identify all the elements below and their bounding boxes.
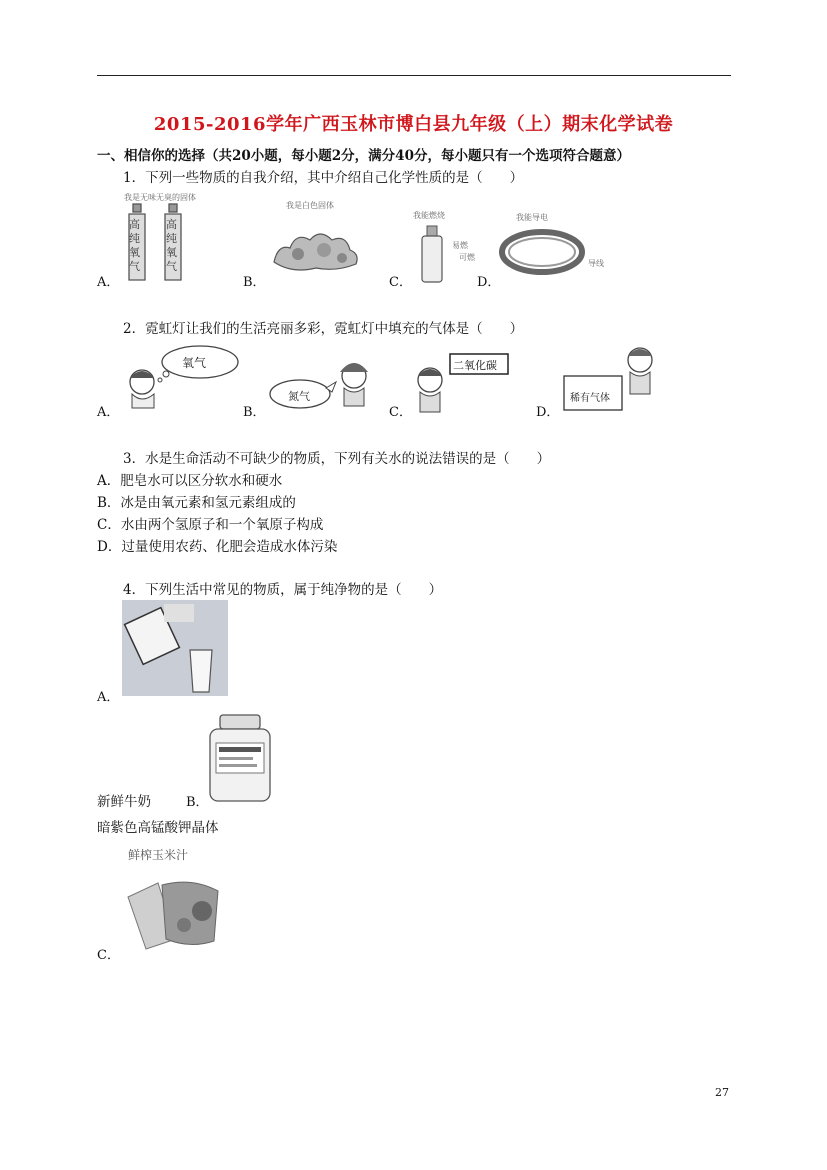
q4-a-caption: 新鲜牛奶 (97, 794, 151, 810)
q1-stem: 1．下列一些物质的自我介绍，其中介绍自己化学性质的是（ ） (123, 170, 524, 186)
q1-option-c-label: C． (389, 275, 412, 290)
header-rule (97, 75, 731, 76)
q4-b-reagent-bottle-image (206, 713, 274, 803)
q2-d-sign-text: 稀有气体 (570, 393, 610, 404)
q1-d-caption: 我能导电 (516, 213, 548, 222)
q3-option-a: A．肥皂水可以区分软水和硬水 (97, 473, 283, 489)
q1-d-side-label: 导线 (588, 259, 604, 268)
q1-b-white-solid-image (268, 222, 364, 274)
q1-c-caption: 我能燃烧 (413, 211, 445, 220)
section-heading: 一、相信你的选择（共20小题，每小题2分，满分40分，每小题只有一个选项符合题意） (97, 148, 630, 164)
q2-c-sign-text: 二氧化碳 (453, 359, 497, 372)
q3-option-d: D．过量使用农药、化肥会造成水体污染 (97, 539, 338, 555)
q2-option-d-label: D． (536, 405, 560, 420)
page-title: 2015-2016学年广西玉林市博白县九年级（上）期末化学试卷 (153, 114, 674, 135)
q2-option-c-label: C． (389, 405, 412, 420)
q1-b-caption: 我是白色固体 (286, 201, 334, 210)
q4-b-caption: 暗紫色高锰酸钾晶体 (97, 820, 219, 836)
q1-a-bottle1-label: 高纯氧气 (129, 218, 140, 273)
q1-d-wire-coil-image (498, 228, 590, 278)
q1-a-bottle2-label: 高纯氧气 (166, 218, 177, 273)
q1-option-d-label: D． (477, 275, 501, 290)
q4-option-c-label: C． (97, 948, 120, 963)
q2-a-cartoon-image (120, 344, 240, 414)
q3-stem: 3．水是生命活动不可缺少的物质，下列有关水的说法错误的是（ ） (123, 451, 551, 467)
q1-c-side-label-1: 易燃 (452, 241, 468, 250)
q2-option-a-label: A． (97, 405, 120, 420)
q1-option-a-label: A． (97, 275, 120, 290)
q1-a-caption: 我是无味无臭的固体 (124, 193, 196, 202)
q2-b-bubble-text: 氮气 (288, 390, 310, 403)
q2-d-cartoon-image (562, 344, 664, 416)
q2-a-bubble-text: 氧气 (182, 356, 207, 370)
q4-stem: 4．下列生活中常见的物质，属于纯净物的是（ ） (123, 582, 443, 598)
q2-stem: 2．霓虹灯让我们的生活亮丽多彩，霓虹灯中填充的气体是（ ） (123, 321, 524, 337)
page-number: 27 (715, 1086, 729, 1099)
q1-c-side-label-2: 可燃 (459, 253, 475, 262)
q1-option-b-label: B． (243, 275, 266, 290)
q2-option-b-label: B． (243, 405, 266, 420)
q3-option-b: B．冰是由氧元素和氢元素组成的 (97, 495, 296, 511)
q4-option-a-label: A． (97, 690, 120, 705)
q3-option-c: C．水由两个氢原子和一个氧原子构成 (97, 517, 324, 533)
q1-c-bottle-image (418, 224, 448, 284)
q4-option-b-label: B． (186, 795, 209, 810)
q2-b-cartoon-image (268, 352, 378, 412)
q4-c-image-text: 鲜榨玉米汁 (128, 848, 189, 862)
q4-a-milk-image (122, 600, 228, 696)
